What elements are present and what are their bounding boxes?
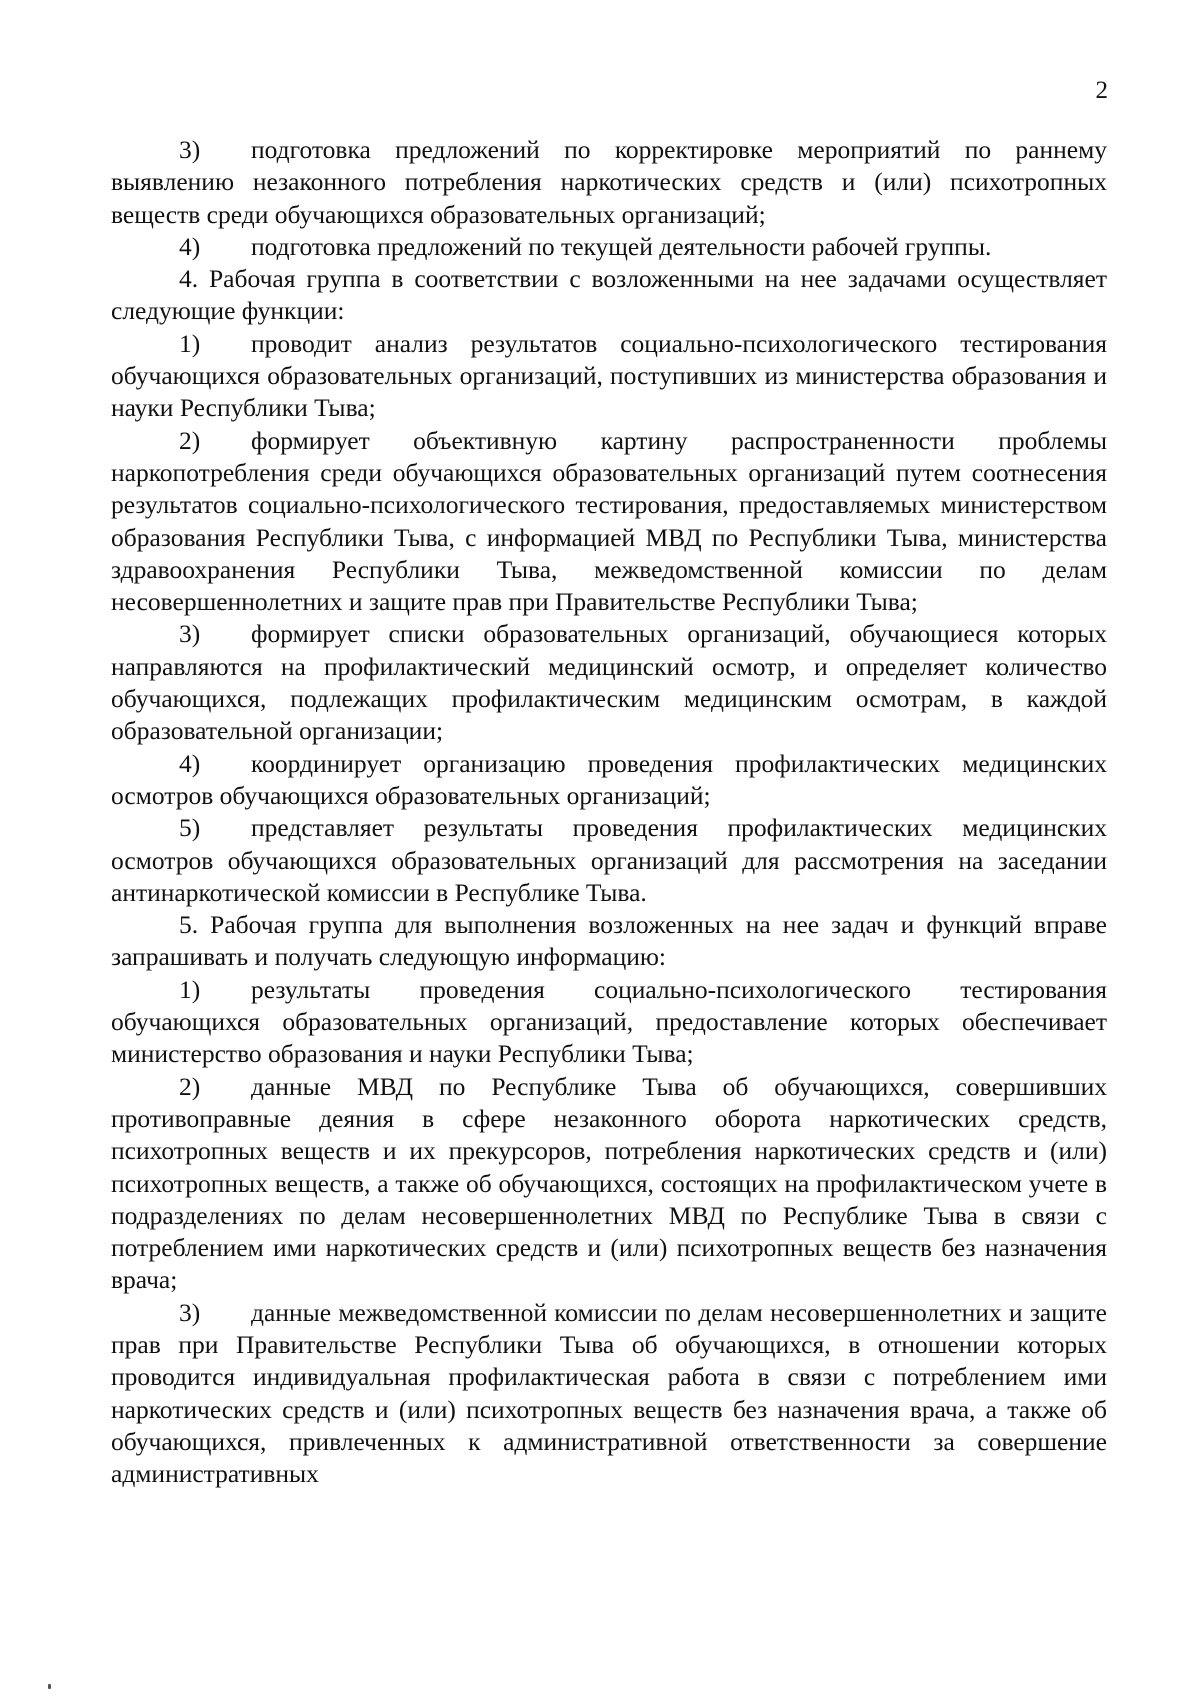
function-item-5 (111, 812, 1107, 909)
function-item-3 (111, 618, 1107, 747)
item-number: 2) (179, 1071, 201, 1101)
item-number: 2) (179, 425, 201, 455)
item-number: 1) (179, 974, 201, 1004)
item-text: подготовка предложений по текущей деятельности рабочей группы. (251, 231, 992, 261)
item-text: результаты проведения социально-психологического тестирования обучающихся образовательных организаций, предоставление которых обеспечивает министерство образования и науки Республики Тыва; (111, 974, 1107, 1069)
item-number: 3) (179, 1297, 201, 1327)
item-text: представляет результаты проведения профилактических медицинских осмотров обучающихся образовательных организаций для рассмотрения на заседании антинаркотической комиссии в Республике Тыва. (111, 813, 1107, 907)
function-item-1 (111, 328, 1107, 425)
info-item-3 (111, 1297, 1107, 1491)
item-number: 3) (179, 619, 201, 649)
item-text: формирует объективную картину распространенности проблемы наркопотребления среди обучающихся образовательных организаций путем соотнесения результатов социально-психологического тестирования, предоставляемых министерством образования Республики Тыва, с информацией МВД по Республики Тыва, министерства здравоохранения Республики Тыва, межведомственной комиссии по делам несовершеннолетних и защите прав при Правительстве Республики Тыва; (111, 425, 1107, 617)
item-text: данные МВД по Республике Тыва об обучающихся, совершивших противоправные деяния в сфере незаконного оборота наркотических средств, психотропных веществ и их прекурсоров, потребления наркотических средств и (или) психотропных веществ, а также об обучающихся, состоящих на профилактическом учете в подразделениях по делам несовершеннолетних МВД по Республике Тыва в связи с потреблением ими наркотических средств и (или) психотропных веществ без назначения врача; (111, 1071, 1107, 1295)
clause-4: 4. Рабочая группа в соответствии с возложенными на нее задачами осуществляет следующие функции: (111, 264, 1107, 326)
function-item-2 (111, 425, 1107, 619)
list-item-3 (111, 134, 1107, 231)
item-text: формирует списки образовательных организаций, обучающиеся которых направляются на профилактический медицинский осмотр, и определяет количество обучающихся, подлежащих профилактическим медицинским осмотрам, в каждой образовательной организации; (111, 619, 1107, 746)
clause-5: 5. Рабочая группа для выполнения возложенных на нее задач и функций вправе запрашивать и получать следующую информацию: (111, 910, 1107, 972)
scan-artifact (48, 1684, 51, 1689)
document-body (111, 134, 1107, 1490)
info-item-2 (111, 1071, 1107, 1297)
page-number: 2 (1095, 77, 1108, 104)
info-item-1 (111, 974, 1107, 1071)
item-number: 4) (179, 231, 201, 261)
item-number: 1) (179, 328, 201, 358)
item-text: координирует организацию проведения профилактических медицинских осмотров обучающихся образовательных организаций; (111, 748, 1107, 810)
function-item-4 (111, 748, 1107, 813)
item-text: подготовка предложений по корректировке мероприятий по раннему выявлению незаконного потребления наркотических средств и (или) психотропных веществ среди обучающихся образовательных организаций; (111, 135, 1107, 229)
item-number: 4) (179, 748, 201, 778)
item-text: проводит анализ результатов социально-психологического тестирования обучающихся образовательных организаций, поступивших из министерства образования и науки Республики Тыва; (111, 328, 1107, 423)
item-text: данные межведомственной комиссии по делам несовершеннолетних и защите прав при Правительстве Республики Тыва об обучающихся, в отношении которых проводится индивидуальная профилактическая работа в связи с потреблением ими наркотических средств и (или) психотропных веществ без назначения врача, а также об обучающихся, привлеченных к административной ответственности за совершение административных (111, 1297, 1107, 1489)
item-number: 5) (179, 813, 201, 843)
list-item-4 (111, 231, 1107, 263)
item-number: 3) (179, 135, 201, 164)
